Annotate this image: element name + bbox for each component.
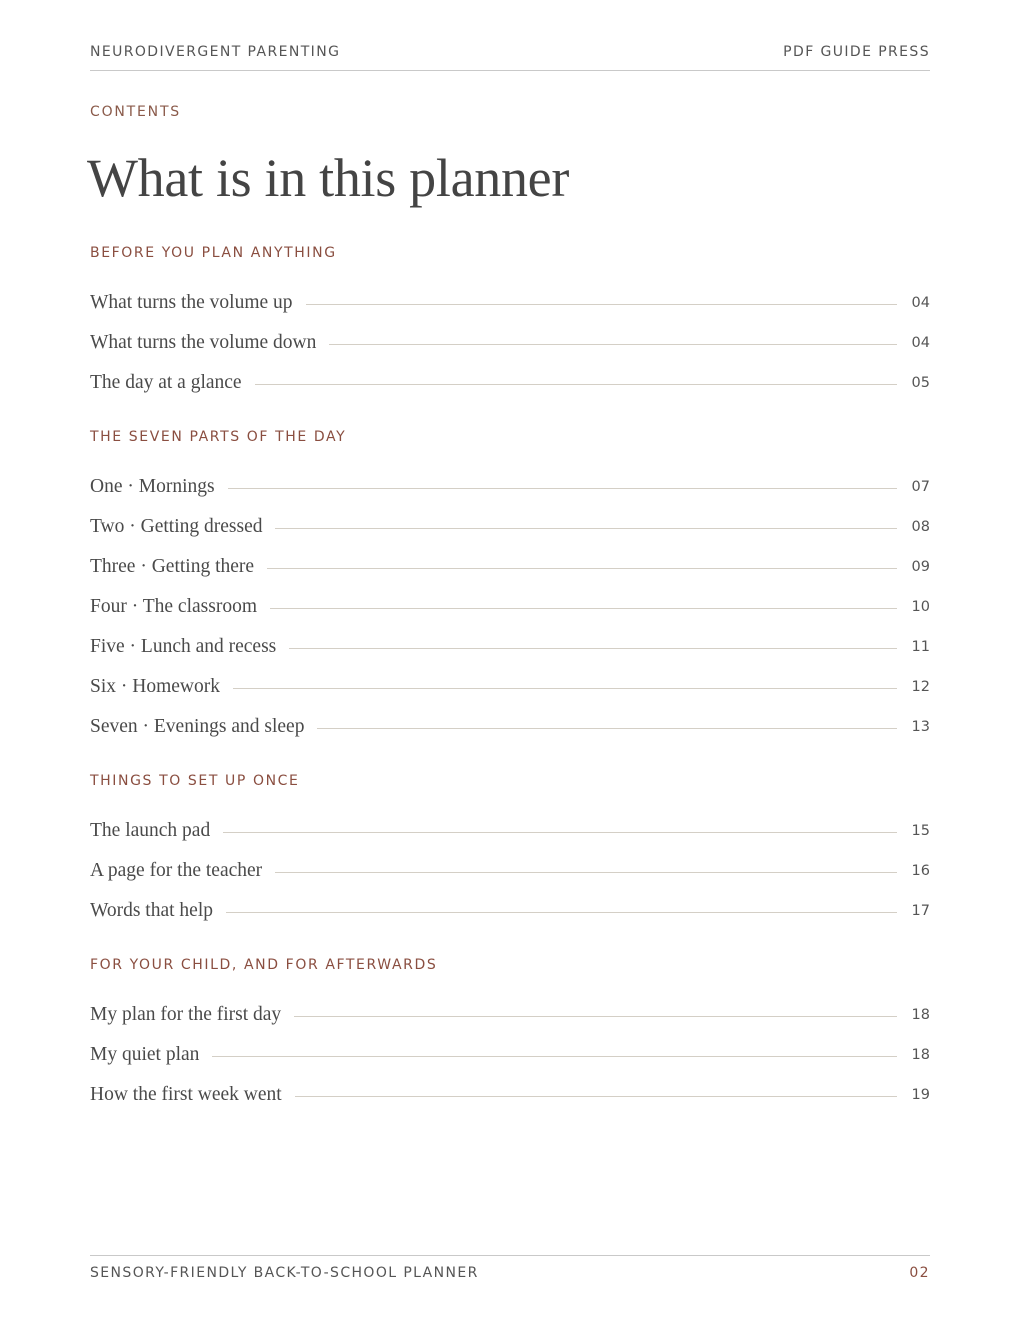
toc-entry-title: A page for the teacher [90,860,263,881]
toc-leader-line [270,608,897,609]
toc-entry-page-number: 11 [911,639,930,655]
toc-leader-line [306,304,897,305]
toc-entry-title: Seven · Evenings and sleep [90,716,305,737]
toc-entry-title: How the first week went [90,1084,282,1105]
toc-leader-line [228,488,897,489]
toc-section [90,955,930,1115]
toc-entry[interactable] [90,995,930,1035]
toc-entry[interactable] [90,667,930,707]
toc-entry[interactable] [90,547,930,587]
toc-entry-page-number: 12 [911,679,930,695]
toc-leader-line [329,344,897,345]
toc-entry-title: The launch pad [90,820,211,841]
toc-entry[interactable] [90,1035,930,1075]
toc-entry-page-number: 04 [911,295,930,311]
toc-entry-page-number: 05 [911,375,930,391]
toc-leader-line [289,648,897,649]
toc-entry[interactable] [90,363,930,403]
footer-divider [90,1255,930,1256]
running-footer [90,1265,930,1281]
running-header [90,44,930,60]
toc-entry[interactable] [90,707,930,747]
toc-entry-page-number: 18 [911,1007,930,1023]
toc-entry[interactable] [90,1075,930,1115]
toc-entry-title: Three · Getting there [90,556,255,577]
header-series-title: NEURODIVERGENT PARENTING [90,44,341,60]
toc-entry[interactable] [90,507,930,547]
toc-entry-page-number: 19 [911,1087,930,1103]
section-heading: THE SEVEN PARTS OF THE DAY [90,429,347,445]
page-title: What is in this planner [87,148,570,208]
toc-entry-page-number: 15 [911,823,930,839]
section-heading: THINGS TO SET UP ONCE [90,773,300,789]
toc-entry[interactable] [90,627,930,667]
section-heading: FOR YOUR CHILD, AND FOR AFTERWARDS [90,957,438,973]
toc-entry-page-number: 08 [911,519,930,535]
toc-entry-title: My plan for the first day [90,1004,282,1025]
toc-section [90,243,930,403]
toc-entry[interactable] [90,891,930,931]
toc-entry-page-number: 13 [911,719,930,735]
toc-leader-line [212,1056,897,1057]
toc-entry-page-number: 16 [911,863,930,879]
toc-entry-page-number: 04 [911,335,930,351]
toc-entry-page-number: 17 [911,903,930,919]
toc-entry[interactable] [90,587,930,627]
toc-entry[interactable] [90,467,930,507]
table-of-contents [90,232,930,1139]
toc-leader-line [267,568,897,569]
toc-leader-line [317,728,897,729]
toc-leader-line [255,384,897,385]
toc-entry[interactable] [90,283,930,323]
toc-entry[interactable] [90,851,930,891]
toc-leader-line [275,528,897,529]
toc-entry-title: What turns the volume down [90,332,317,353]
toc-entry-title: Four · The classroom [90,596,257,617]
footer-book-title: SENSORY-FRIENDLY BACK-TO-SCHOOL PLANNER [90,1265,479,1281]
toc-entry-title: Five · Lunch and recess [90,636,277,657]
toc-section [90,771,930,931]
toc-entry-title: Two · Getting dressed [90,516,263,537]
toc-entry[interactable] [90,323,930,363]
toc-leader-line [294,1016,897,1017]
toc-entry[interactable] [90,811,930,851]
document-page [87,0,930,1320]
toc-entry-title: The day at a glance [90,372,242,393]
toc-entry-title: Six · Homework [90,676,220,697]
footer-page-number: 02 [909,1265,930,1281]
header-publisher: PDF GUIDE PRESS [783,44,930,60]
toc-section [90,427,930,747]
toc-entry-page-number: 09 [911,559,930,575]
contents-eyebrow: CONTENTS [90,104,181,120]
toc-entry-title: One · Mornings [90,476,215,497]
toc-entry-title: What turns the volume up [90,292,293,313]
toc-leader-line [295,1096,897,1097]
toc-entry-page-number: 18 [911,1047,930,1063]
toc-leader-line [275,872,897,873]
toc-entry-title: My quiet plan [90,1044,200,1065]
toc-entry-title: Words that help [90,900,213,921]
section-heading: BEFORE YOU PLAN ANYTHING [90,245,337,261]
toc-leader-line [226,912,897,913]
toc-entry-page-number: 10 [911,599,930,615]
toc-leader-line [233,688,897,689]
toc-entry-page-number: 07 [911,479,930,495]
toc-leader-line [223,832,897,833]
header-divider [90,70,930,71]
